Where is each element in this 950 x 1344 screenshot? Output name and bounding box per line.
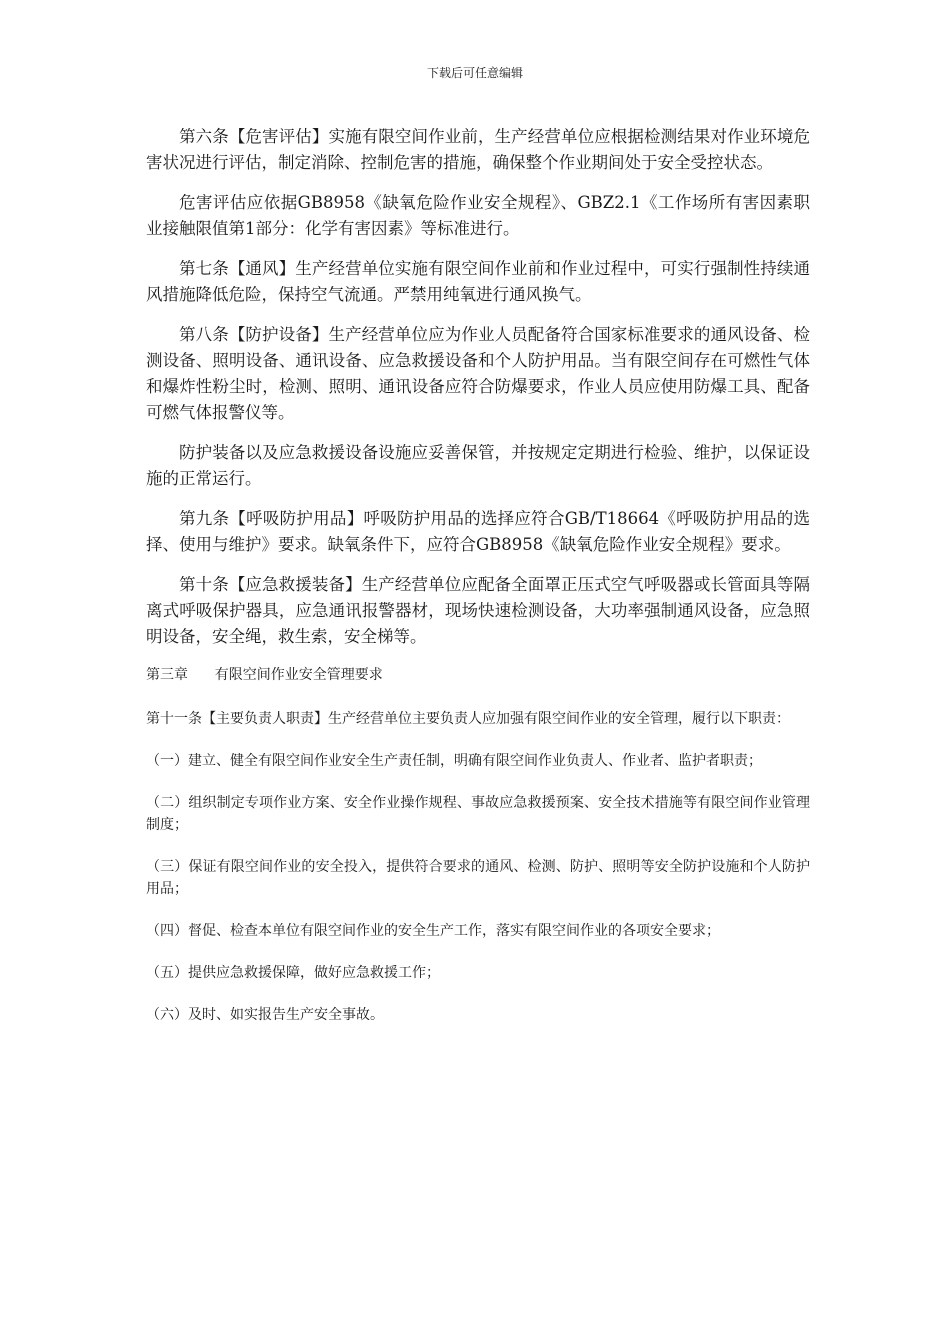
duty-item-1: （一）建立、健全有限空间作业安全生产责任制，明确有限空间作业负责人、作业者、监护者职责； [146,753,762,769]
chapter-heading [146,664,810,686]
page-header-note: 下载后可任意编辑 [426,66,523,80]
equipment-maintenance-paragraph: 防护装备以及应急救援设备设施应妥善保管，并按规定定期进行检验、维护，以保证设施的正常运行。 [146,443,810,488]
duty-item-3: （三）保证有限空间作业的安全投入，提供符合要求的通风、检测、防护、照明等安全防护设施和个人防护用品； [146,859,810,897]
article-11-paragraph: 第十一条【主要负责人职责】生产经营单位主要负责人应加强有限空间作业的安全管理，履行以下职责： [146,711,790,727]
article-10-paragraph: 第十条【应急救援装备】生产经营单位应配备全面罩正压式空气呼吸器或长管面具等隔离式呼吸保护器具，应急通讯报警器材，现场快速检测设备，大功率强制通风设备，应急照明设备，安全绳，救生索，安全梯等。 [146,575,810,646]
chapter-title: 有限空间作业安全管理要求 [214,667,383,683]
duty-item-4: （四）督促、检查本单位有限空间作业的安全生产工作，落实有限空间作业的各项安全要求； [146,923,720,939]
hazard-assessment-basis-paragraph: 危害评估应依据GB8958《缺氧危险作业安全规程》、GBZ2.1《工作场所有害因素职业接触限值第1部分：化学有害因素》等标准进行。 [146,193,810,238]
chapter-number: 第三章 [146,667,188,683]
article-8-paragraph: 第八条【防护设备】生产经营单位应为作业人员配备符合国家标准要求的通风设备、检测设备、照明设备、通讯设备、应急救援设备和个人防护用品。当有限空间存在可燃性气体和爆炸性粉尘时，检测、照明、通讯设备应符合防爆要求，作业人员应使用防爆工具、配备可燃气体报警仪等。 [146,325,810,422]
document-body [146,124,810,1026]
duty-item-5: （五）提供应急救援保障，做好应急救援工作； [146,965,440,981]
article-6-paragraph: 第六条【危害评估】实施有限空间作业前，生产经营单位应根据检测结果对作业环境危害状况进行评估，制定消除、控制危害的措施，确保整个作业期间处于安全受控状态。 [146,127,810,172]
duty-item-2: （二）组织制定专项作业方案、安全作业操作规程、事故应急救援预案、安全技术措施等有限空间作业管理制度； [146,795,810,833]
article-7-paragraph: 第七条【通风】生产经营单位实施有限空间作业前和作业过程中，可实行强制性持续通风措施降低危险，保持空气流通。严禁用纯氧进行通风换气。 [146,259,810,304]
article-9-paragraph: 第九条【呼吸防护用品】呼吸防护用品的选择应符合GB/T18664《呼吸防护用品的选择、使用与维护》要求。缺氧条件下，应符合GB8958《缺氧危险作业安全规程》要求。 [146,509,810,554]
duty-item-6: （六）及时、如实报告生产安全事故。 [146,1007,384,1023]
